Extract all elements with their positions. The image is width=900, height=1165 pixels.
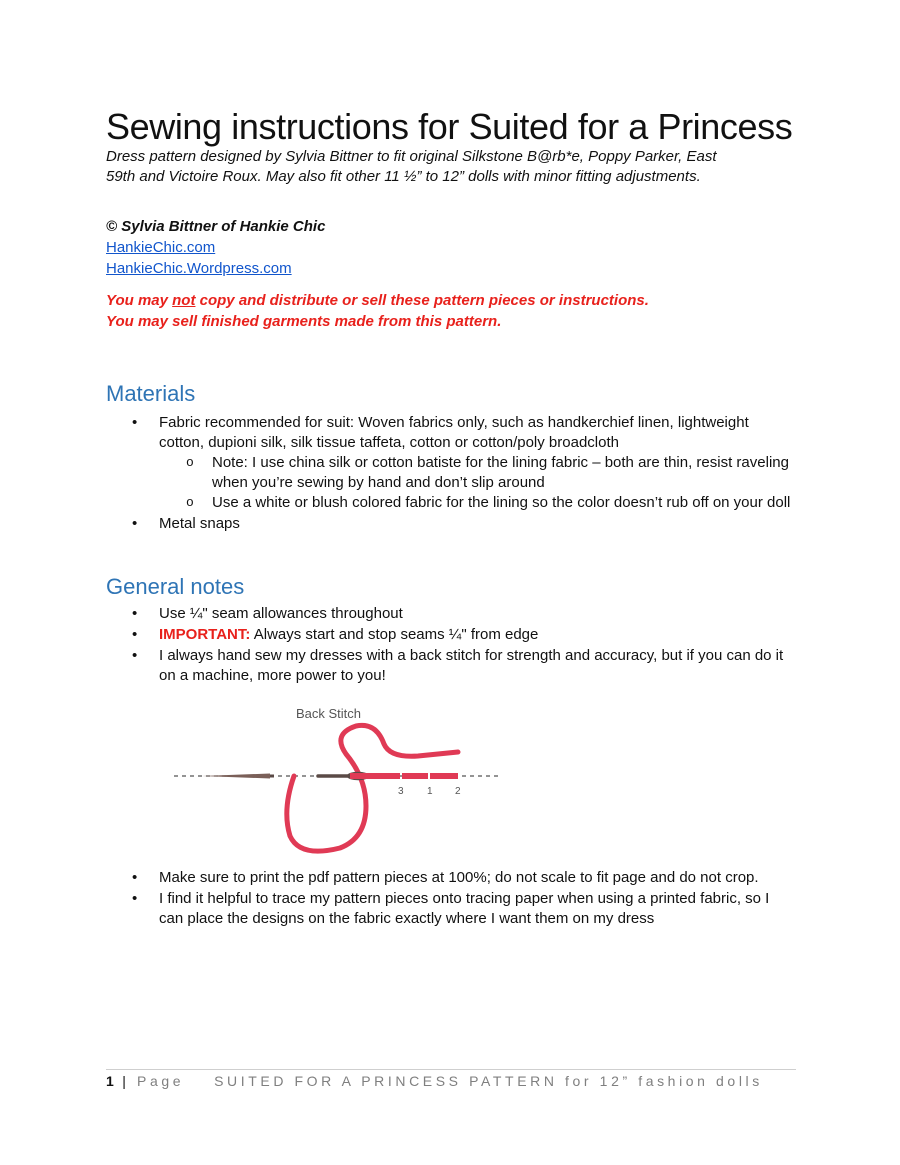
materials-list — [106, 413, 796, 535]
list-item: • Use ¼" seam allowances throughout — [106, 604, 796, 624]
figure-label: Back Stitch — [296, 706, 362, 721]
back-stitch-illustration — [170, 698, 506, 862]
list-item — [106, 625, 796, 645]
copyright-warning — [106, 290, 786, 332]
materials-heading: Materials — [106, 381, 196, 406]
warning-line-1: You may not copy and distribute or sell these pattern pieces or instructions. — [106, 292, 649, 309]
list-item: • I always hand sew my dresses with a back stitch for strength and accuracy, but if you can do it on a machine, more power to you! — [106, 646, 796, 686]
back-stitch-svg — [170, 698, 506, 862]
page-number: 1 — [106, 1073, 115, 1089]
list-item: o Use a white or blush colored fabric for the lining so the color doesn’t rub off on your doll — [159, 493, 796, 513]
stitch-marker-2: 2 — [455, 786, 461, 797]
list-item: o Note: I use china silk or cotton batiste for the lining fabric – both are thin, resist raveling when you’re sewing by hand and don’t slip around — [159, 453, 796, 493]
footer-divider — [106, 1069, 796, 1070]
stitch-marker-3: 3 — [398, 786, 404, 797]
page-word: Page — [137, 1073, 185, 1089]
list-item: • Make sure to print the pdf pattern pieces at 100%; do not scale to fit page and do not crop. — [106, 868, 796, 888]
subtitle: Dress pattern designed by Sylvia Bittner to fit original Silkstone B@rb*e, Poppy Parker, East 59th and Victoire Roux. May also fit other 11 ½” to 12” dolls with minor fitting adjustments. — [106, 148, 717, 185]
copyright-line: © Sylvia Bittner of Hankie Chic — [106, 218, 326, 235]
link-hankiechic[interactable]: HankieChic.com — [106, 239, 216, 256]
list-item: • Metal snaps — [106, 514, 796, 534]
link-hankiechic-wordpress[interactable]: HankieChic.Wordpress.com — [106, 260, 292, 277]
list-item: • I find it helpful to trace my pattern pieces onto tracing paper when using a printed fabric, so I can place the designs on the fabric exactly where I want them on my dress — [106, 889, 796, 929]
warning-line-2: You may sell finished garments made from this pattern. — [106, 313, 502, 330]
important-text: Always start and stop seams ¼" from edge — [250, 626, 539, 643]
general-notes-heading: General notes — [106, 574, 245, 599]
fabric-text: Fabric recommended for suit: Woven fabrics only, such as handkerchief linen, lightweight cotton, dupioni silk, silk tissue taffeta, cotton or cotton/poly broadcloth — [159, 414, 749, 451]
general-notes-list — [106, 604, 796, 687]
stitch-marker-1: 1 — [427, 786, 433, 797]
page-footer — [106, 1073, 763, 1089]
list-item — [106, 413, 796, 513]
needle-tip — [202, 774, 270, 779]
warning-emphasis: not — [172, 292, 196, 309]
footer-text: SUITED FOR A PRINCESS PATTERN for 12” fashion dolls — [214, 1073, 763, 1089]
page-title: Sewing instructions for Suited for a Princess — [106, 106, 793, 147]
important-label: IMPORTANT: — [159, 626, 251, 643]
general-notes-list-continued — [106, 868, 796, 930]
materials-sublist — [159, 453, 796, 513]
footer-separator: | — [114, 1073, 138, 1089]
